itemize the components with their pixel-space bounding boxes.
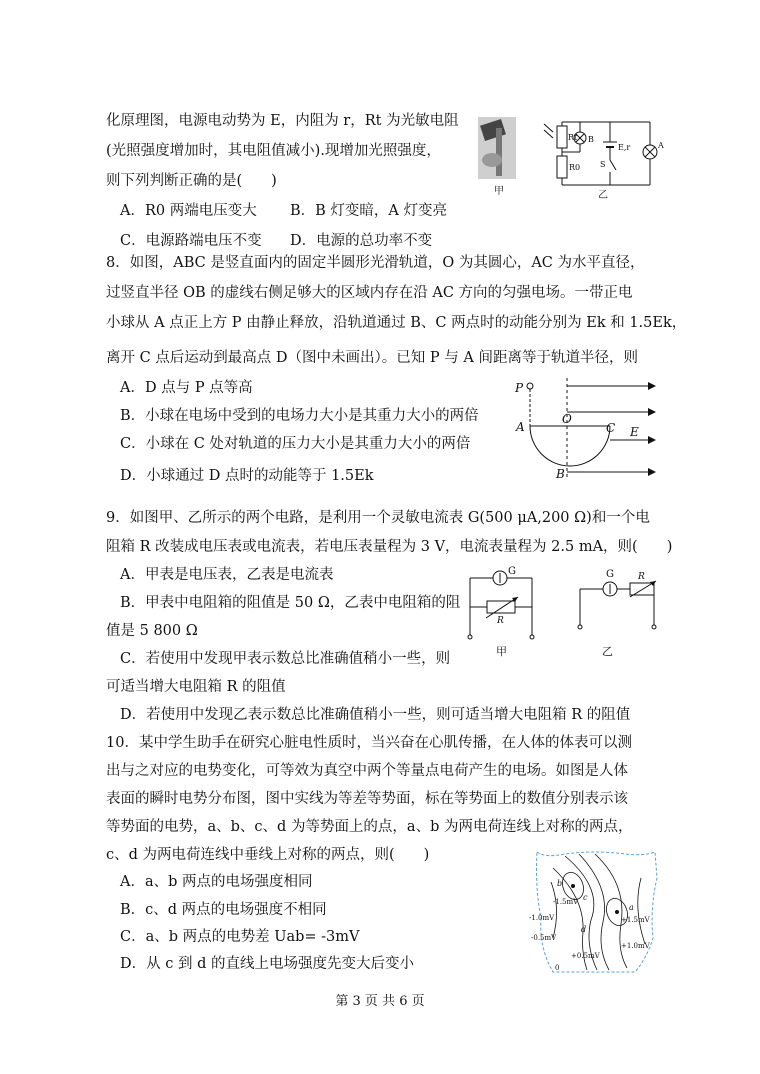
q10-label-c: c — [583, 893, 588, 902]
q7-label-rt: Rt — [568, 133, 578, 142]
q7-figure-yi — [540, 112, 670, 200]
q10-label-d: d — [581, 925, 587, 934]
page-footer: 第 3 页 共 6 页 — [335, 994, 425, 1009]
q10-label-zero: 0 — [555, 964, 560, 972]
q8-figure — [510, 378, 660, 480]
q9-option-b-2: 值是 5 800 Ω — [106, 623, 198, 639]
q9-jia-label-g: G — [508, 566, 516, 577]
q7-fig-jia-label: 甲 — [494, 186, 504, 197]
q7-option-c: C．电源路端电压不变 — [120, 233, 262, 249]
semicircle-track — [530, 426, 610, 466]
q10-label-p10: +1.0mV — [621, 942, 650, 950]
q7-label-r0: R0 — [569, 163, 581, 172]
q10-label-p15: +1.5mV — [621, 916, 650, 924]
q9-line-1: 9．如图甲、乙所示的两个电路，是利用一个灵敏电流表 G(500 μA,200 Ω)和一个电 — [106, 510, 650, 526]
q8-option-c: C．小球在 C 处对轨道的压力大小是其重力大小的两倍 — [120, 436, 471, 452]
q9-option-c-2: 可适当增大电阻箱 R 的阻值 — [106, 679, 286, 695]
q7-line-2: (光照强度增加时，其电阻值减小).现增加光照强度， — [106, 143, 441, 159]
q10-line-1: 10．某中学生助手在研究心脏电性质时，当兴奋在心肌传播，在人体的体表可以测 — [106, 735, 632, 751]
q9-figure-yi — [570, 563, 660, 667]
q9-fig-yi-label: 乙 — [602, 645, 613, 658]
q7-label-a: A — [658, 141, 664, 150]
point-p — [527, 383, 533, 389]
q10-option-d: D．从 c 到 d 的直线上电场强度先变大后变小 — [120, 956, 414, 972]
q10-label-a: a — [629, 903, 634, 912]
q10-line-4: 等势面的电势，a、b、c、d 为等势面上的点，a、b 为两电荷连线上对称的两点， — [106, 819, 633, 835]
q10-figure — [525, 848, 665, 976]
q8-line-2: 过竖直半径 OB 的虚线右侧足够大的区域内存在沿 AC 方向的匀强电场。一带正电 — [106, 285, 633, 301]
q10-label-m05: -0.5mV — [531, 934, 557, 942]
switch-s — [610, 160, 616, 170]
q8-line-1: 8．如图，ABC 是竖直面内的固定半圆形光滑轨道，O 为其圆心，AC 为水平直径， — [106, 255, 645, 271]
lamp-pole — [496, 128, 502, 176]
q10-line-5: c、d 为两电荷连线中垂线上对称的两点，则( ) — [106, 847, 430, 863]
q8-line-4: 离开 C 点后运动到最高点 D（图中未画出）。已知 P 与 A 间距离等于轨道半径，则 — [106, 350, 638, 366]
q8-label-a: A — [516, 420, 525, 434]
q10-label-m15: -1.5mV — [553, 898, 579, 906]
q10-line-2: 出与之对应的电势变化，可等效为真空中两个等量点电荷产生的电场。如图是人体 — [106, 763, 628, 779]
q9-fig-jia-label: 甲 — [496, 645, 507, 658]
q8-option-b: B．小球在电场中受到的电场力大小是其重力大小的两倍 — [120, 408, 479, 424]
q9-option-a: A．甲表是电压表，乙表是电流表 — [120, 567, 334, 583]
lamp-head — [482, 153, 502, 167]
q7-option-d: D．电源的总功率不变 — [290, 233, 433, 249]
q10-option-c: C．a、b 两点的电势差 Uab= -3mV — [120, 929, 360, 945]
q7-line-1: 化原理图，电源电动势为 E，内阻为 r，Rt 为光敏电阻 — [106, 113, 459, 129]
resistor-r0 — [557, 156, 567, 178]
q8-option-a: A．D 点与 P 点等高 — [120, 380, 253, 396]
q7-option-a: A．R0 两端电压变大 — [120, 203, 257, 219]
q8-label-p: P — [515, 381, 524, 395]
q7-label-s: S — [600, 160, 606, 169]
q7-figure-jia — [470, 112, 526, 202]
q9-yi-label-r: R — [638, 572, 645, 582]
photoresistor-rt — [557, 126, 567, 148]
resistor-box-r — [487, 601, 515, 613]
q7-label-er: E,r — [618, 143, 631, 152]
q8-label-o: O — [562, 412, 572, 426]
q8-line-3: 小球从 A 点正上方 P 由静止释放，沿轨道通过 B、C 两点时的动能分别为 Ek 和 1.5Ek， — [106, 315, 687, 331]
q7-fig-yi-label: 乙 — [598, 190, 608, 200]
q10-label-p05: +0.5mV — [571, 952, 600, 960]
q10-option-b: B．c、d 两点的电场强度不相同 — [120, 902, 327, 918]
q9-option-c-1: C．若使用中发现甲表示数总比准确值稍小一些，则 — [120, 651, 451, 667]
q9-option-d: D．若使用中发现乙表示数总比准确值稍小一些，则可适当增大电阻箱 R 的阻值 — [120, 707, 631, 723]
q9-line-2: 阻箱 R 改装成电压表或电流表，若电压表量程为 3 V，电流表量程为 2.5 mA，则( ) — [106, 539, 673, 555]
q7-line-3: 则下列判断正确的是( ) — [106, 173, 277, 189]
q9-figure-jia — [462, 563, 542, 667]
q8-label-e: E — [630, 425, 639, 439]
q10-line-3: 表面的瞬时电势分布图，图中实线为等差等势面，标在等势面上的数值分别表示该 — [106, 791, 628, 807]
q10-label-b: b — [557, 879, 563, 888]
q8-label-b: B — [556, 467, 565, 480]
q10-option-a: A．a、b 两点的电场强度相同 — [120, 874, 313, 890]
q8-label-c: C — [606, 421, 616, 435]
q9-yi-label-g: G — [606, 569, 614, 580]
q9-option-b-1: B．甲表中电阻箱的阻值是 50 Ω，乙表中电阻箱的阻 — [120, 595, 461, 611]
q9-jia-label-r: R — [497, 616, 504, 626]
q7-option-b: B．B 灯变暗，A 灯变亮 — [290, 203, 447, 219]
q8-option-d: D．小球通过 D 点时的动能等于 1.5Ek — [120, 468, 374, 484]
q7-label-b: B — [588, 135, 594, 144]
q10-label-m10: -1.0mV — [529, 914, 555, 922]
